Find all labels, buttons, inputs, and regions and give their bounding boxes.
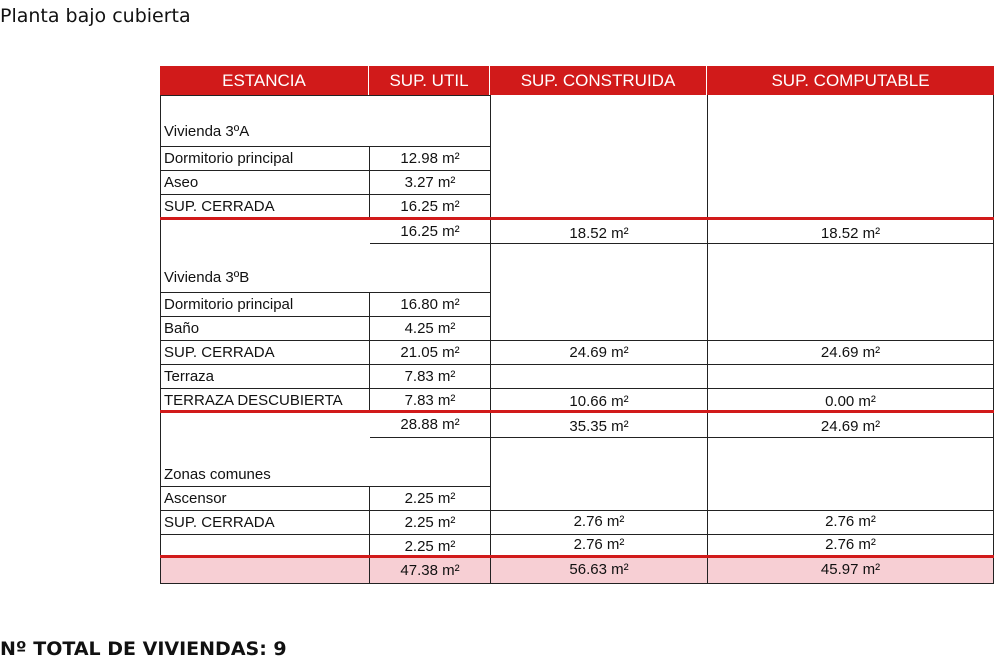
row-util: 7.83 m² xyxy=(404,392,456,409)
row-computable: 2.76 m² xyxy=(825,513,876,530)
row-util: 2.25 m² xyxy=(404,514,456,531)
subtotal-util: 2.25 m² xyxy=(404,538,456,555)
row-label: Aseo xyxy=(164,174,199,191)
grid-line xyxy=(160,340,994,341)
header-sup-construida: SUP. CONSTRUIDA xyxy=(490,66,707,95)
subtotal-computable: 18.52 m² xyxy=(820,225,881,242)
row-computable: 24.69 m² xyxy=(820,344,881,361)
section-divider-3b xyxy=(160,410,994,413)
grid-line xyxy=(160,95,490,96)
section-divider-zonas xyxy=(160,555,994,558)
grid-line xyxy=(160,388,994,389)
row-construida: 2.76 m² xyxy=(573,513,625,530)
grid-line xyxy=(160,292,490,293)
header-sup-computable: SUP. COMPUTABLE xyxy=(707,66,994,95)
grid-line xyxy=(160,146,490,147)
grid-line xyxy=(160,364,994,365)
header-estancia: ESTANCIA xyxy=(160,66,369,95)
header-sup-util: SUP. UTIL xyxy=(369,66,490,95)
subtotal-construida: 18.52 m² xyxy=(569,225,629,242)
grid-line xyxy=(160,583,994,584)
row-util: 12.98 m² xyxy=(400,150,460,167)
section-title-vivienda-3b: Vivienda 3ºB xyxy=(164,269,250,286)
grand-total-construida: 56.63 m² xyxy=(569,561,629,578)
grid-line xyxy=(160,316,490,317)
row-label: SUP. CERRADA xyxy=(164,344,275,361)
page-heading: Planta bajo cubierta xyxy=(0,5,191,27)
row-construida: 10.66 m² xyxy=(569,393,629,410)
grid-line xyxy=(160,194,490,195)
row-util: 16.25 m² xyxy=(400,198,460,215)
row-util: 21.05 m² xyxy=(400,344,460,361)
row-label: SUP. CERRADA xyxy=(164,514,275,531)
grid-line xyxy=(160,486,490,487)
row-util: 3.27 m² xyxy=(404,174,456,191)
section-divider-3a xyxy=(160,217,994,220)
subtotal-construida: 2.76 m² xyxy=(573,536,625,553)
section-title-vivienda-3a: Vivienda 3ºA xyxy=(164,123,250,140)
row-util: 2.25 m² xyxy=(404,490,456,507)
row-util: 7.83 m² xyxy=(404,368,456,385)
row-label: Terraza xyxy=(164,368,215,385)
section-title-zonas-comunes: Zonas comunes xyxy=(164,466,271,483)
grand-total-util: 47.38 m² xyxy=(400,562,460,579)
row-construida: 24.69 m² xyxy=(569,344,629,361)
grid-line xyxy=(370,243,994,244)
subtotal-computable: 24.69 m² xyxy=(820,418,881,435)
row-label: Baño xyxy=(164,320,200,337)
subtotal-util: 16.25 m² xyxy=(400,223,460,240)
row-label: Ascensor xyxy=(164,490,227,507)
grand-total-computable: 45.97 m² xyxy=(820,561,881,578)
grid-line xyxy=(370,437,994,438)
subtotal-util: 28.88 m² xyxy=(400,416,460,433)
row-label: Dormitorio principal xyxy=(164,296,294,313)
row-util: 16.80 m² xyxy=(400,296,460,313)
total-viviendas: Nº TOTAL DE VIVIENDAS: 9 xyxy=(0,638,287,660)
row-label: Dormitorio principal xyxy=(164,150,294,167)
grid-line xyxy=(160,534,994,535)
row-label: SUP. CERRADA xyxy=(164,198,275,215)
row-computable: 0.00 m² xyxy=(825,393,876,410)
row-util: 4.25 m² xyxy=(404,320,456,337)
surface-table xyxy=(160,66,994,584)
row-label: TERRAZA DESCUBIERTA xyxy=(164,392,343,409)
grid-line xyxy=(160,170,490,171)
subtotal-computable: 2.76 m² xyxy=(825,536,876,553)
grid-line xyxy=(160,510,994,511)
subtotal-construida: 35.35 m² xyxy=(569,418,629,435)
